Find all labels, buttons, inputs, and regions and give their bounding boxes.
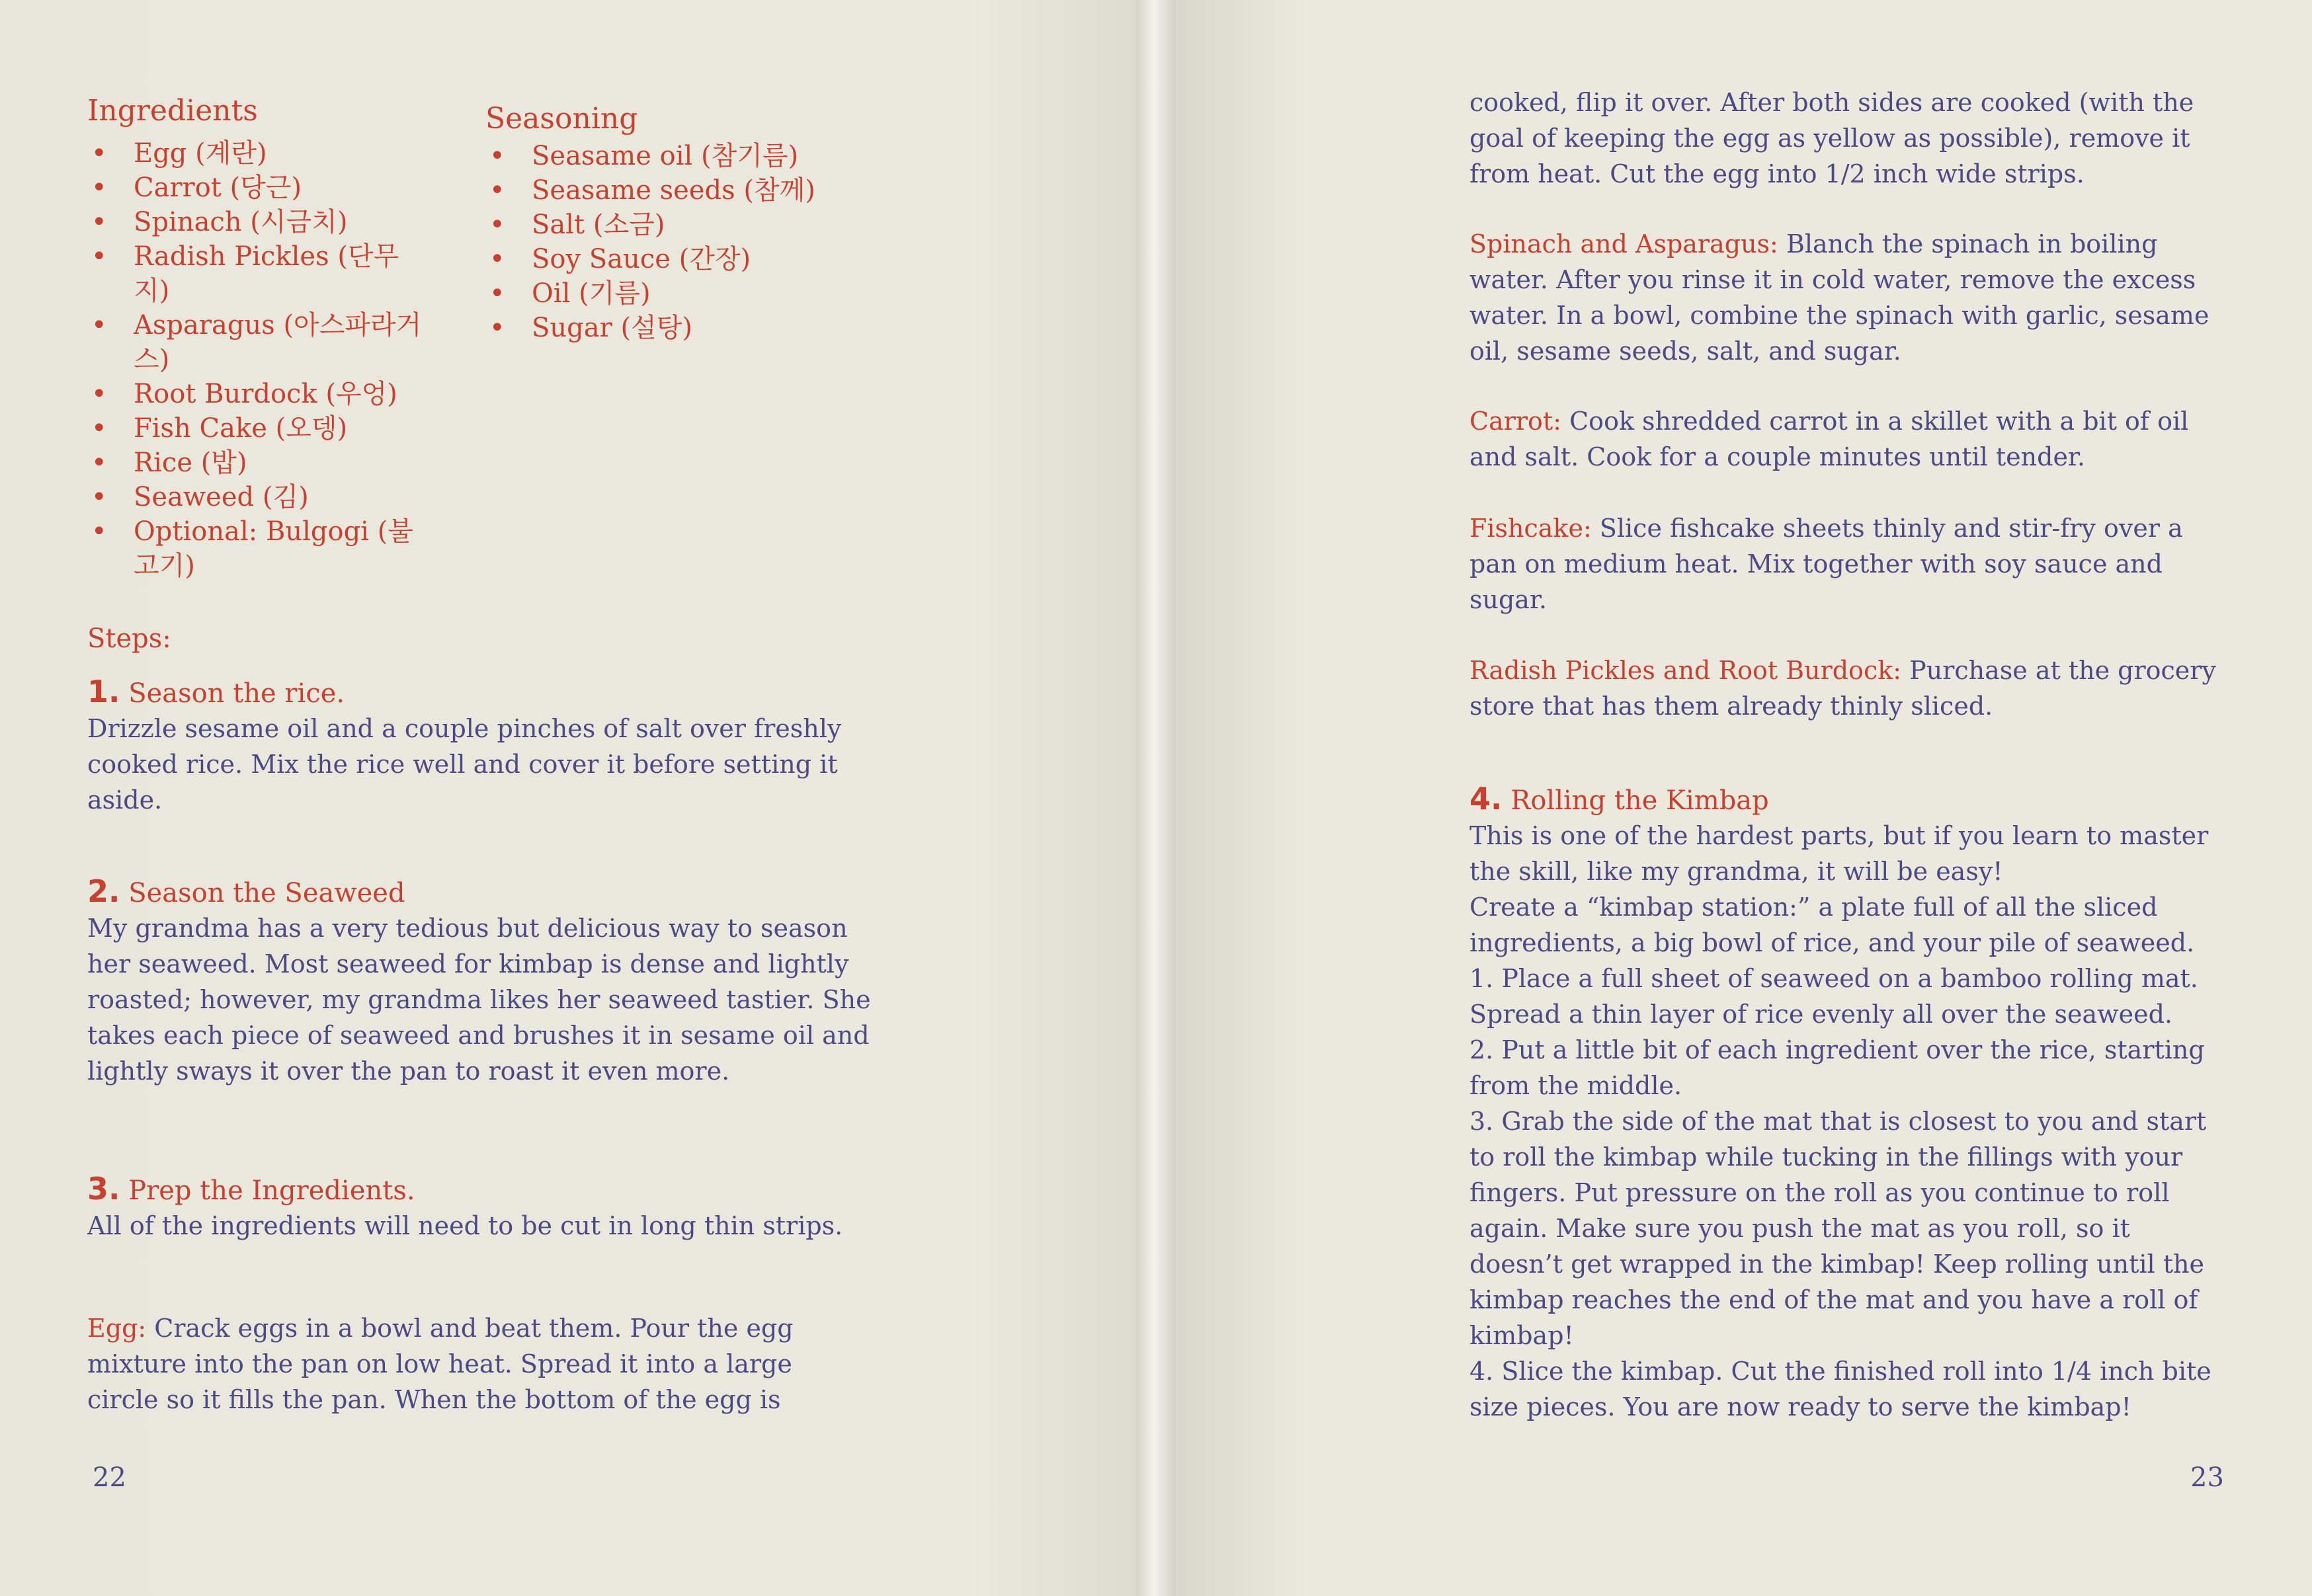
carrot-instructions	[1469, 403, 2223, 475]
step-4-station: Create a “kimbap station:” a plate full of all the sliced ingredients, a big bowl of rice, and your pile of seaweed.	[1469, 893, 2195, 957]
step-3-number: 3.	[87, 1171, 120, 1207]
step-4-intro: This is one of the hardest parts, but if you learn to master the skill, like my grandma, it will be easy!	[1469, 821, 2209, 886]
step-1-title: Season the rice.	[128, 678, 345, 709]
step-3-body: All of the ingredients will need to be cut in long thin strips.	[87, 1211, 843, 1240]
ingredient-item: • Root Burdock (우엉)	[87, 377, 431, 411]
spinach-text: Blanch the spinach in boiling water. After you rinse it in cold water, remove the excess water. In a bowl, combine the spinach with garlic, sesame oil, sesame seeds, salt, and sugar.	[1469, 229, 2209, 366]
seasoning-item: • Seasame seeds (참께)	[485, 173, 856, 208]
radish-label: Radish Pickles and Root Burdock:	[1469, 656, 1902, 685]
fishcake-label: Fishcake:	[1469, 514, 1592, 543]
step-2-number: 2.	[87, 873, 120, 909]
step-4-sub-1: 1. Place a full sheet of seaweed on a bamboo rolling mat. Spread a thin layer of rice evenly all over the seaweed.	[1469, 964, 2198, 1029]
ingredient-item: • Egg (계란)	[87, 136, 431, 171]
fishcake-text: Slice fishcake sheets thinly and stir-fry over a pan on medium heat. Mix together with soy sauce and sugar.	[1469, 514, 2183, 614]
seasoning-item: • Seasame oil (참기름)	[485, 139, 856, 173]
step-2	[87, 874, 874, 1089]
step-4-title: Rolling the Kimbap	[1510, 785, 1769, 816]
ingredient-item: • Seaweed (김)	[87, 480, 431, 514]
seasoning-heading: Seasoning	[485, 102, 638, 136]
step-2-body: My grandma has a very tedious but delicious way to season her seaweed. Most seaweed for kimbap is dense and lightly roasted; however, my grandma likes her seaweed tastier. She takes each piece of seaweed and brushes it in sesame oil and lightly sways it over the pan to roast it even more.	[87, 914, 871, 1086]
egg-continued: cooked, flip it over. After both sides are cooked (with the goal of keeping the egg as yellow as possible), remove it from heat. Cut the egg into 1/2 inch wide strips.	[1469, 88, 2194, 188]
ingredient-item: • Carrot (당근)	[87, 171, 431, 205]
step-3-title: Prep the Ingredients.	[128, 1176, 415, 1206]
step-1-number: 1.	[87, 674, 120, 709]
page-number-right: 23	[2190, 1462, 2224, 1493]
carrot-label: Carrot:	[1469, 407, 1562, 436]
page-number-left: 22	[93, 1462, 126, 1493]
ingredient-item: • Spinach (시금치)	[87, 205, 431, 239]
step-3	[87, 1172, 874, 1244]
step-4	[1469, 781, 2223, 1425]
carrot-text: Cook shredded carrot in a skillet with a bit of oil and salt. Cook for a couple minutes until tender.	[1469, 407, 2189, 471]
radish-text: Purchase at the grocery store that has them already thinly sliced.	[1469, 656, 2216, 721]
seasoning-item: • Oil (기름)	[485, 276, 856, 311]
ingredients-list	[87, 136, 431, 583]
seasoning-item: • Salt (소금)	[485, 208, 856, 242]
ingredient-item: • Asparagus (아스파라거스)	[87, 308, 431, 377]
ingredient-item: • Optional: Bulgogi (불고기)	[87, 514, 431, 583]
ingredient-item: • Fish Cake (오뎅)	[87, 411, 431, 446]
ingredient-item: • Radish Pickles (단무지)	[87, 239, 431, 308]
step-4-sub-4: 4. Slice the kimbap. Cut the finished roll into 1/4 inch bite size pieces. You are now ready to serve the kimbap!	[1469, 1357, 2211, 1421]
seasoning-item: • Soy Sauce (간장)	[485, 242, 856, 276]
seasoning-list	[485, 139, 856, 345]
seasoning-item: • Sugar (설탕)	[485, 311, 856, 345]
egg-instructions	[87, 1310, 835, 1417]
step-4-sub-3: 3. Grab the side of the mat that is closest to you and start to roll the kimbap while tucking in the fillings with your fingers. Put pressure on the roll as you continue to roll again. Make sure you push the mat as you roll, so it doesn’t get wrapped in the kimbap! Keep rolling until the kimbap reaches the end of the mat and you have a roll of kimbap!	[1469, 1107, 2207, 1350]
spinach-instructions	[1469, 226, 2223, 369]
egg-label: Egg:	[87, 1314, 147, 1343]
ingredient-item: • Rice (밥)	[87, 446, 431, 480]
radish-instructions	[1469, 653, 2223, 724]
spinach-label: Spinach and Asparagus:	[1469, 229, 1778, 259]
ingredients-heading: Ingredients	[87, 94, 258, 128]
steps-heading: Steps:	[87, 623, 171, 654]
step-2-title: Season the Seaweed	[128, 878, 405, 908]
step-4-sub-2: 2. Put a little bit of each ingredient over the rice, starting from the middle.	[1469, 1035, 2205, 1100]
book-gutter	[1136, 0, 1176, 1596]
fishcake-instructions	[1469, 510, 2223, 618]
step-4-number: 4.	[1469, 781, 1503, 817]
step-1	[87, 674, 874, 818]
egg-text: Crack eggs in a bowl and beat them. Pour the egg mixture into the pan on low heat. Spread it into a large circle so it fills the pan. When the bottom of the egg is	[87, 1314, 794, 1414]
step-1-body: Drizzle sesame oil and a couple pinches of salt over freshly cooked rice. Mix the rice well and cover it before setting it aside.	[87, 714, 842, 815]
